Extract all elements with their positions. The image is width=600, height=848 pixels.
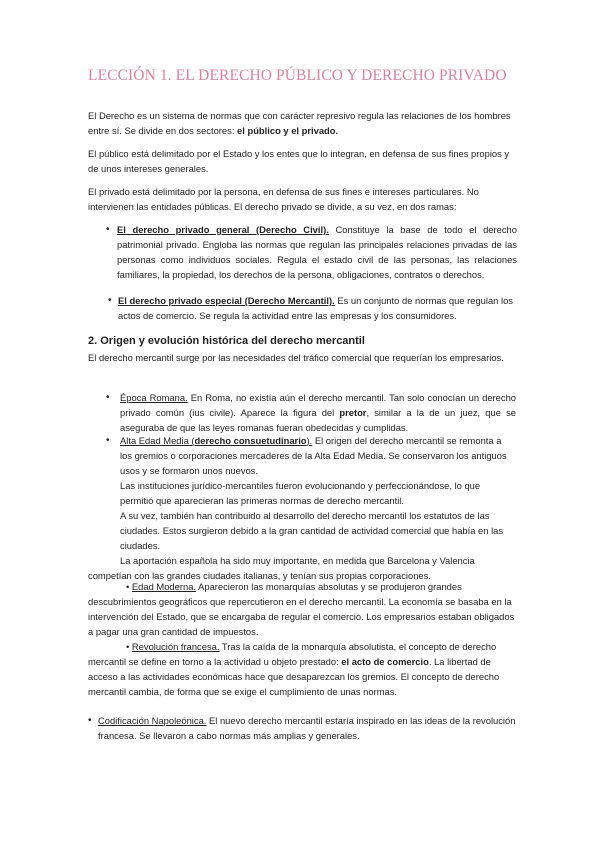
bullet-symbol: • — [88, 715, 92, 726]
public-paragraph: El público está delimitado por el Estado y los entes que lo integran, en defensa de sus fines propios y de unos intereses generales. — [88, 148, 510, 174]
history-medieval-p2: Las instituciones jurídico-mercantiles fueron evolucionando y perfeccionándose, lo que permitió que aparecieran las primeras normas de derecho mercantil. — [120, 480, 481, 506]
history-label-medieval-b: ). — [306, 435, 313, 446]
history-label-revolution: Revolución francesa. — [131, 641, 220, 652]
history-bold-roman: pretor — [339, 407, 367, 418]
history-label-modern: Edad Moderna. — [131, 581, 197, 592]
branch-text-mercantil: Es un conjunto de normas que regulan los actos de comercio. Se regula la actividad entre las empresas y los consumidores. — [118, 295, 513, 321]
history-text-roman-a: En Roma, no existía aún el derecho mercantil. Tan solo conocían un derecho privado común (ius civile). Aparece la figura del — [120, 392, 516, 418]
history-text-napoleon: El nuevo derecho mercantil estaría inspirado en las ideas de la revolución francesa. Se llevaron a cabo normas más amplias y generales. — [98, 715, 516, 741]
page-title: LECCIÓN 1. EL DERECHO PÚBLICO Y DERECHO PRIVADO — [88, 67, 507, 84]
branch-item-civil — [117, 222, 517, 282]
branch-label-mercantil: El derecho privado especial (Derecho Mercantil). — [118, 295, 335, 306]
history-label-medieval — [120, 435, 312, 446]
history-text-revolution-b: . La libertad de acceso a las actividades económicas hace que desaparezcan los gremios. El concepto de derecho mercantil cambia, de forma que se exige el cumplimiento de unas normas. — [88, 656, 500, 697]
history-label-medieval-bold: derecho consuetudinario — [194, 435, 307, 446]
bullet-symbol: • — [108, 295, 112, 306]
intro-text: El Derecho es un sistema de normas que con carácter represivo regula las relaciones de los hombres entre sí. Se divide en dos sectores: — [88, 110, 511, 136]
history-label-roman: Época Romana. — [120, 392, 188, 403]
history-item-modern — [88, 579, 516, 639]
private-paragraph: El privado está delimitado por la persona, en defensa de sus fines e intereses particulares. No intervienen las entidades públicas. El derecho privado se divide, a su vez, en dos ramas: — [88, 186, 479, 212]
history-label-napoleon: Codificación Napoleónica. — [98, 715, 207, 726]
history-item-roman — [120, 390, 516, 435]
intro-bold: el público y el privado. — [237, 125, 339, 136]
history-text-revolution-a: Tras la caída de la monarquía absolutista, el concepto de derecho mercantil se define en torno a la actividad u objeto prestado: — [88, 641, 497, 667]
intro-paragraph — [88, 108, 516, 138]
history-text-roman-b: , similar a la de un juez, que se aseguraba de que las leyes romanas fueran obedecidas y cumplidas. — [120, 407, 516, 433]
history-text-modern: Aparecieron las monarquías absolutas y se produjeron grandes descubrimientos geográficos que repercutieron en el derecho mercantil. La economía se basaba en la intervención del Estado, que se encargaba de regular el comercio. Los empresarios estaban obligados a pagar una gran cantidad de impuestos. — [88, 581, 515, 637]
bullet-symbol: • — [126, 581, 130, 592]
history-item-medieval — [120, 433, 516, 478]
bullet-symbol: • — [106, 435, 110, 446]
bullet-symbol: • — [106, 392, 110, 403]
history-item-revolution — [88, 639, 516, 699]
bullet-symbol: • — [106, 224, 110, 235]
branch-text-civil: Constituye la base de todo el derecho patrimonial privado. Engloba las normas que regulan las principales relaciones privadas de las personas como individuos sociales. Regula el estado civil de las personas, las relaciones familiares, la propiedad, los derechos de la persona, obligaciones, contratos o derechos. — [117, 224, 517, 280]
history-item-napoleon — [98, 713, 516, 743]
history-label-medieval-a: Alta Edad Media ( — [120, 435, 195, 446]
branch-label-civil: El derecho privado general (Derecho Civil). — [117, 224, 329, 235]
history-medieval-p4: La aportación española ha sido muy importante, en medida que Barcelona y Valencia competían con las grandes ciudades italianas, y tenían sus propias corporaciones. — [88, 555, 475, 581]
history-medieval-p3: A su vez, también han contribuido al desarrollo del derecho mercantil los estatutos de las ciudades. Estos surgieron debido a la gran cantidad de actividad comercial que había en las ciudades. — [120, 510, 504, 551]
history-text-medieval: El origen del derecho mercantil se remonta a los gremios o corporaciones mercaderes de la Alta Edad Media. Se conservaron los antiguos usos y se formaron unos nuevos. — [120, 435, 507, 476]
history-bold-revolution: el acto de comercio — [341, 656, 429, 667]
section-intro: El derecho mercantil surge por las necesidades del tráfico comercial que requerían los empresarios. — [88, 352, 504, 363]
branch-item-mercantil — [118, 293, 516, 323]
section-heading: 2. Origen y evolución histórica del derecho mercantil — [88, 335, 365, 347]
bullet-symbol: • — [126, 641, 130, 652]
